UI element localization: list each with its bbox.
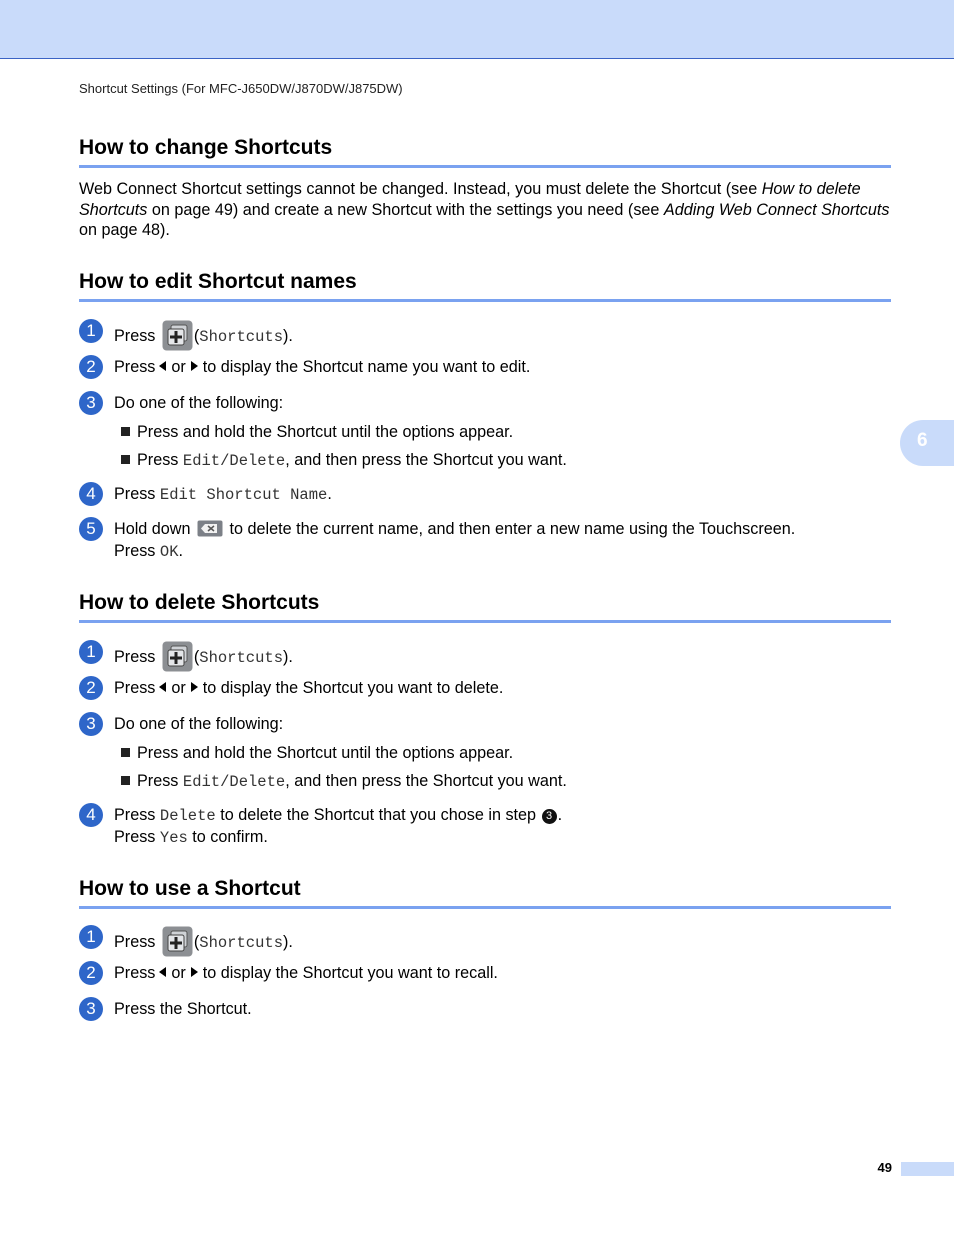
header-band bbox=[0, 0, 954, 59]
left-arrow-icon bbox=[159, 682, 166, 692]
delete-step-3: 3 Do one of the following: bbox=[79, 712, 891, 738]
section-title-use: How to use a Shortcut bbox=[79, 876, 891, 909]
shortcuts-plus-icon bbox=[162, 926, 193, 957]
edit-step-1: 1 Press (Shortcuts). bbox=[79, 319, 891, 345]
use-step-2: 2 Press or to display the Shortcut you want to recall. bbox=[79, 961, 891, 987]
page-number: 49 bbox=[877, 1160, 892, 1175]
step-number: 2 bbox=[79, 961, 103, 985]
link-how-to-delete: How to delete Shortcuts bbox=[79, 180, 861, 219]
delete-step-1: 1 Press (Shortcuts). bbox=[79, 640, 891, 666]
right-arrow-icon bbox=[191, 361, 198, 371]
section-title-delete: How to delete Shortcuts bbox=[79, 590, 891, 623]
delete-step-4: 4 Press Delete to delete the Shortcut that you chose in step 3 . Press Yes to confirm. bbox=[79, 803, 891, 849]
edit-step-3: 3 Do one of the following: bbox=[79, 391, 891, 417]
bullet-square-icon bbox=[121, 427, 130, 436]
edit-step-2: 2 Press or to display the Shortcut name you want to edit. bbox=[79, 355, 891, 381]
step-number: 1 bbox=[79, 319, 103, 343]
edit-bullet-2: Press Edit/Delete, and then press the Shortcut you want. bbox=[121, 450, 567, 471]
step-number: 4 bbox=[79, 482, 103, 506]
edit-step-5: 5 Hold down to delete the current name, and then enter a new name using the Touchscreen. Press OK. bbox=[79, 517, 891, 563]
bullet-square-icon bbox=[121, 748, 130, 757]
running-title: Shortcut Settings (For MFC-J650DW/J870DW/J875DW) bbox=[79, 81, 403, 96]
bullet-square-icon bbox=[121, 776, 130, 785]
link-adding-web-connect: Adding Web Connect Shortcuts bbox=[663, 200, 890, 219]
chapter-number: 6 bbox=[917, 430, 928, 451]
delete-bullet-1: Press and hold the Shortcut until the options appear. bbox=[121, 743, 513, 763]
shortcuts-plus-icon bbox=[162, 320, 193, 351]
step-number: 2 bbox=[79, 676, 103, 700]
right-arrow-icon bbox=[191, 682, 198, 692]
step-reference: 3 bbox=[542, 809, 557, 824]
step-number: 3 bbox=[79, 712, 103, 736]
shortcuts-code: Shortcuts bbox=[199, 328, 283, 346]
step-number: 3 bbox=[79, 997, 103, 1021]
shortcuts-plus-icon bbox=[162, 641, 193, 672]
step-number: 1 bbox=[79, 925, 103, 949]
step-number: 5 bbox=[79, 517, 103, 541]
backspace-icon bbox=[197, 520, 223, 537]
step-number: 4 bbox=[79, 803, 103, 827]
edit-step-4: 4 Press Edit Shortcut Name. bbox=[79, 482, 891, 508]
left-arrow-icon bbox=[159, 967, 166, 977]
section-title-edit: How to edit Shortcut names bbox=[79, 269, 891, 302]
page-number-bar bbox=[901, 1162, 954, 1176]
delete-bullet-2: Press Edit/Delete, and then press the Shortcut you want. bbox=[121, 771, 567, 792]
use-step-3: 3 Press the Shortcut. bbox=[79, 997, 891, 1023]
bullet-square-icon bbox=[121, 455, 130, 464]
step-number: 3 bbox=[79, 391, 103, 415]
right-arrow-icon bbox=[191, 967, 198, 977]
use-step-1: 1 Press (Shortcuts). bbox=[79, 925, 891, 951]
delete-step-2: 2 Press or to display the Shortcut you want to delete. bbox=[79, 676, 891, 702]
section-title-change: How to change Shortcuts bbox=[79, 135, 891, 168]
chapter-tab bbox=[900, 420, 954, 466]
edit-bullet-1: Press and hold the Shortcut until the options appear. bbox=[121, 422, 513, 442]
step-number: 1 bbox=[79, 640, 103, 664]
left-arrow-icon bbox=[159, 361, 166, 371]
change-paragraph: Web Connect Shortcut settings cannot be changed. Instead, you must delete the Shortcut (see How to delete Shortcuts on page 49) and create a new Shortcut with the settings you need (see Adding Web Connect Shortcuts on page 48). bbox=[79, 180, 890, 239]
step-number: 2 bbox=[79, 355, 103, 379]
